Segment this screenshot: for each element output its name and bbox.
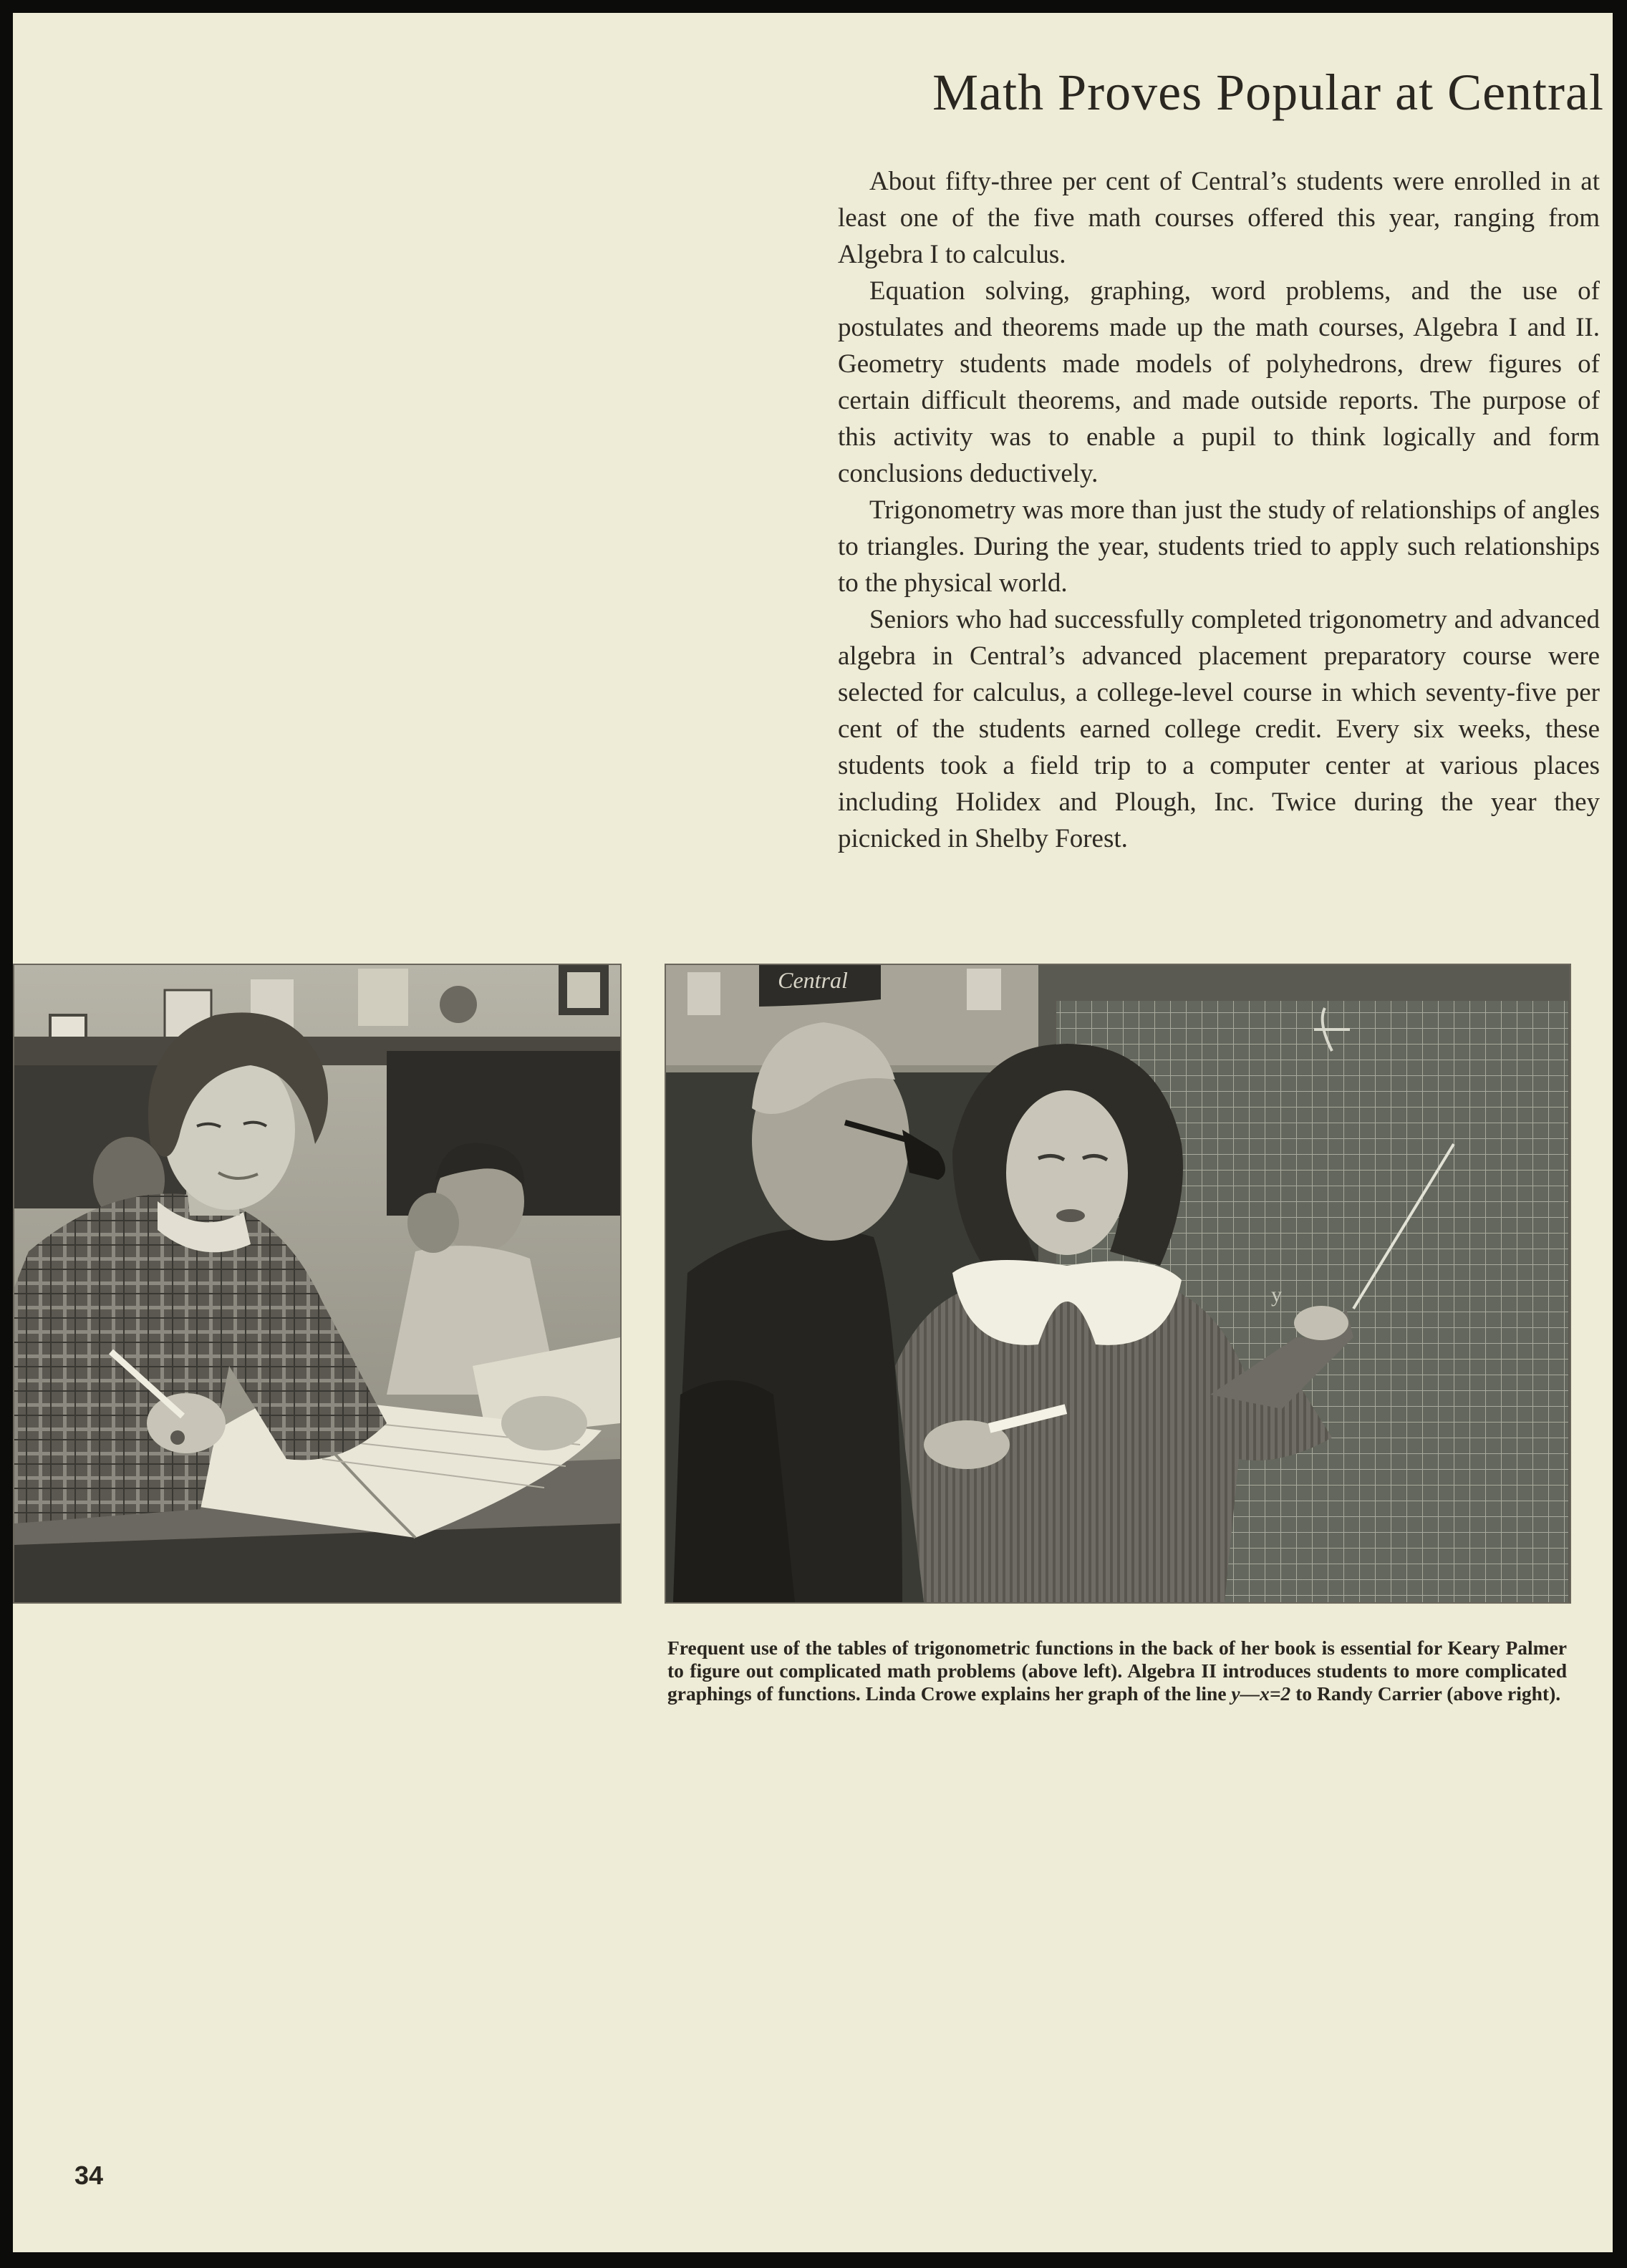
photo-student-writing	[13, 964, 622, 1604]
photo-chalkboard-graph-image	[666, 965, 1570, 1602]
caption-text: Frequent use of the tables of trigonometric functions in the back of her book is essential for Keary Palmer to figure out complicated math problems (above left). Algebra II introduces students to more complicated graphings of functions. Linda Crowe explains her graph of the line	[667, 1637, 1567, 1705]
photo-chalkboard-graph	[665, 964, 1571, 1604]
caption-equation: y—x=2	[1231, 1682, 1291, 1705]
page-title: Math Proves Popular at Central	[932, 64, 1604, 121]
photo-student-writing-image	[14, 965, 620, 1602]
caption-text-end: to Randy Carrier (above right).	[1290, 1682, 1561, 1705]
article-body	[838, 163, 1600, 857]
pennant-text: Central	[778, 967, 848, 993]
svg-text:y: y	[1271, 1283, 1282, 1307]
article-paragraph: Equation solving, graphing, word problems, and the use of postulates and theorems made up the math courses, Algebra I and II. Geometry students made models of polyhedrons, drew figures of certain difficult theorems, and made outside reports. The purpose of this activity was to enable a pupil to think logically and form conclusions deductively.	[838, 276, 1600, 488]
article-paragraph: About fifty-three per cent of Central’s students were enrolled in at least one of the five math courses offered this year, ranging from Algebra I to calculus.	[838, 167, 1600, 269]
yearbook-page	[13, 13, 1613, 2252]
page-number: 34	[74, 2161, 104, 2190]
photo-caption	[667, 1637, 1567, 1705]
article-paragraph: Seniors who had successfully completed trigonometry and advanced algebra in Central’s advanced placement preparatory course were selected for calculus, a college-level course in which seventy-five per cent of the students earned college credit. Every six weeks, these students took a field trip to a computer center at various places including Holidex and Plough, Inc. Twice during the year they picnicked in Shelby Forest.	[838, 605, 1600, 853]
article-paragraph: Trigonometry was more than just the study of relationships of angles to triangles. During the year, students tried to apply such relationships to the physical world.	[838, 495, 1600, 598]
